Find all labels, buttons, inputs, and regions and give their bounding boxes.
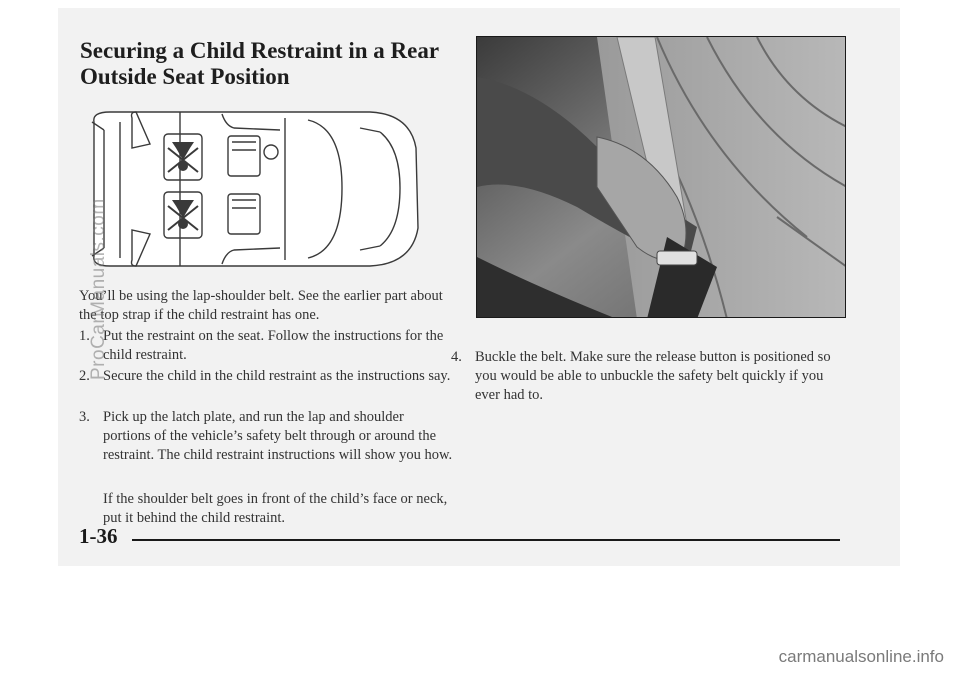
step-text: Put the restraint on the seat. Follow the instructions for the child restraint. xyxy=(103,328,444,363)
step-text: Buckle the belt. Make sure the release button is positioned so you would be able to unbuckle the safety belt quickly if you ever had to. xyxy=(475,349,831,403)
step-3 xyxy=(79,408,454,465)
step-text: Pick up the latch plate, and run the lap and shoulder portions of the vehicle’s safety belt through or around the restraint. The child restraint instructions will show you how. xyxy=(103,409,453,463)
step-number: 3. xyxy=(79,409,90,425)
bottom-watermark: carmanualsonline.info xyxy=(778,647,944,666)
step-2 xyxy=(79,367,454,386)
step-number: 4. xyxy=(451,349,462,365)
step-3-note: If the shoulder belt goes in front of the child’s face or neck, put it behind the child restraint. xyxy=(103,491,448,526)
step-text: Secure the child in the child restraint as the instructions say. xyxy=(103,368,451,384)
intro-paragraph: You’ll be using the lap-shoulder belt. See the earlier part about the top strap if the child restraint has one. xyxy=(79,288,443,323)
side-watermark: ProCarManuals.com xyxy=(88,198,109,380)
page-number: 1-36 xyxy=(79,524,118,548)
heading-line-2: Outside Seat Position xyxy=(80,64,290,89)
step-4 xyxy=(451,348,836,405)
step-number: 2. xyxy=(79,368,90,384)
step-number: 1. xyxy=(79,328,90,344)
heading-line-1: Securing a Child Restraint in a Rear xyxy=(80,38,440,63)
buckling-safety-belt-photo xyxy=(476,36,846,318)
footer-rule xyxy=(132,539,840,541)
section-heading xyxy=(80,38,440,90)
car-top-view-diagram xyxy=(80,108,422,270)
step-1 xyxy=(79,327,454,365)
